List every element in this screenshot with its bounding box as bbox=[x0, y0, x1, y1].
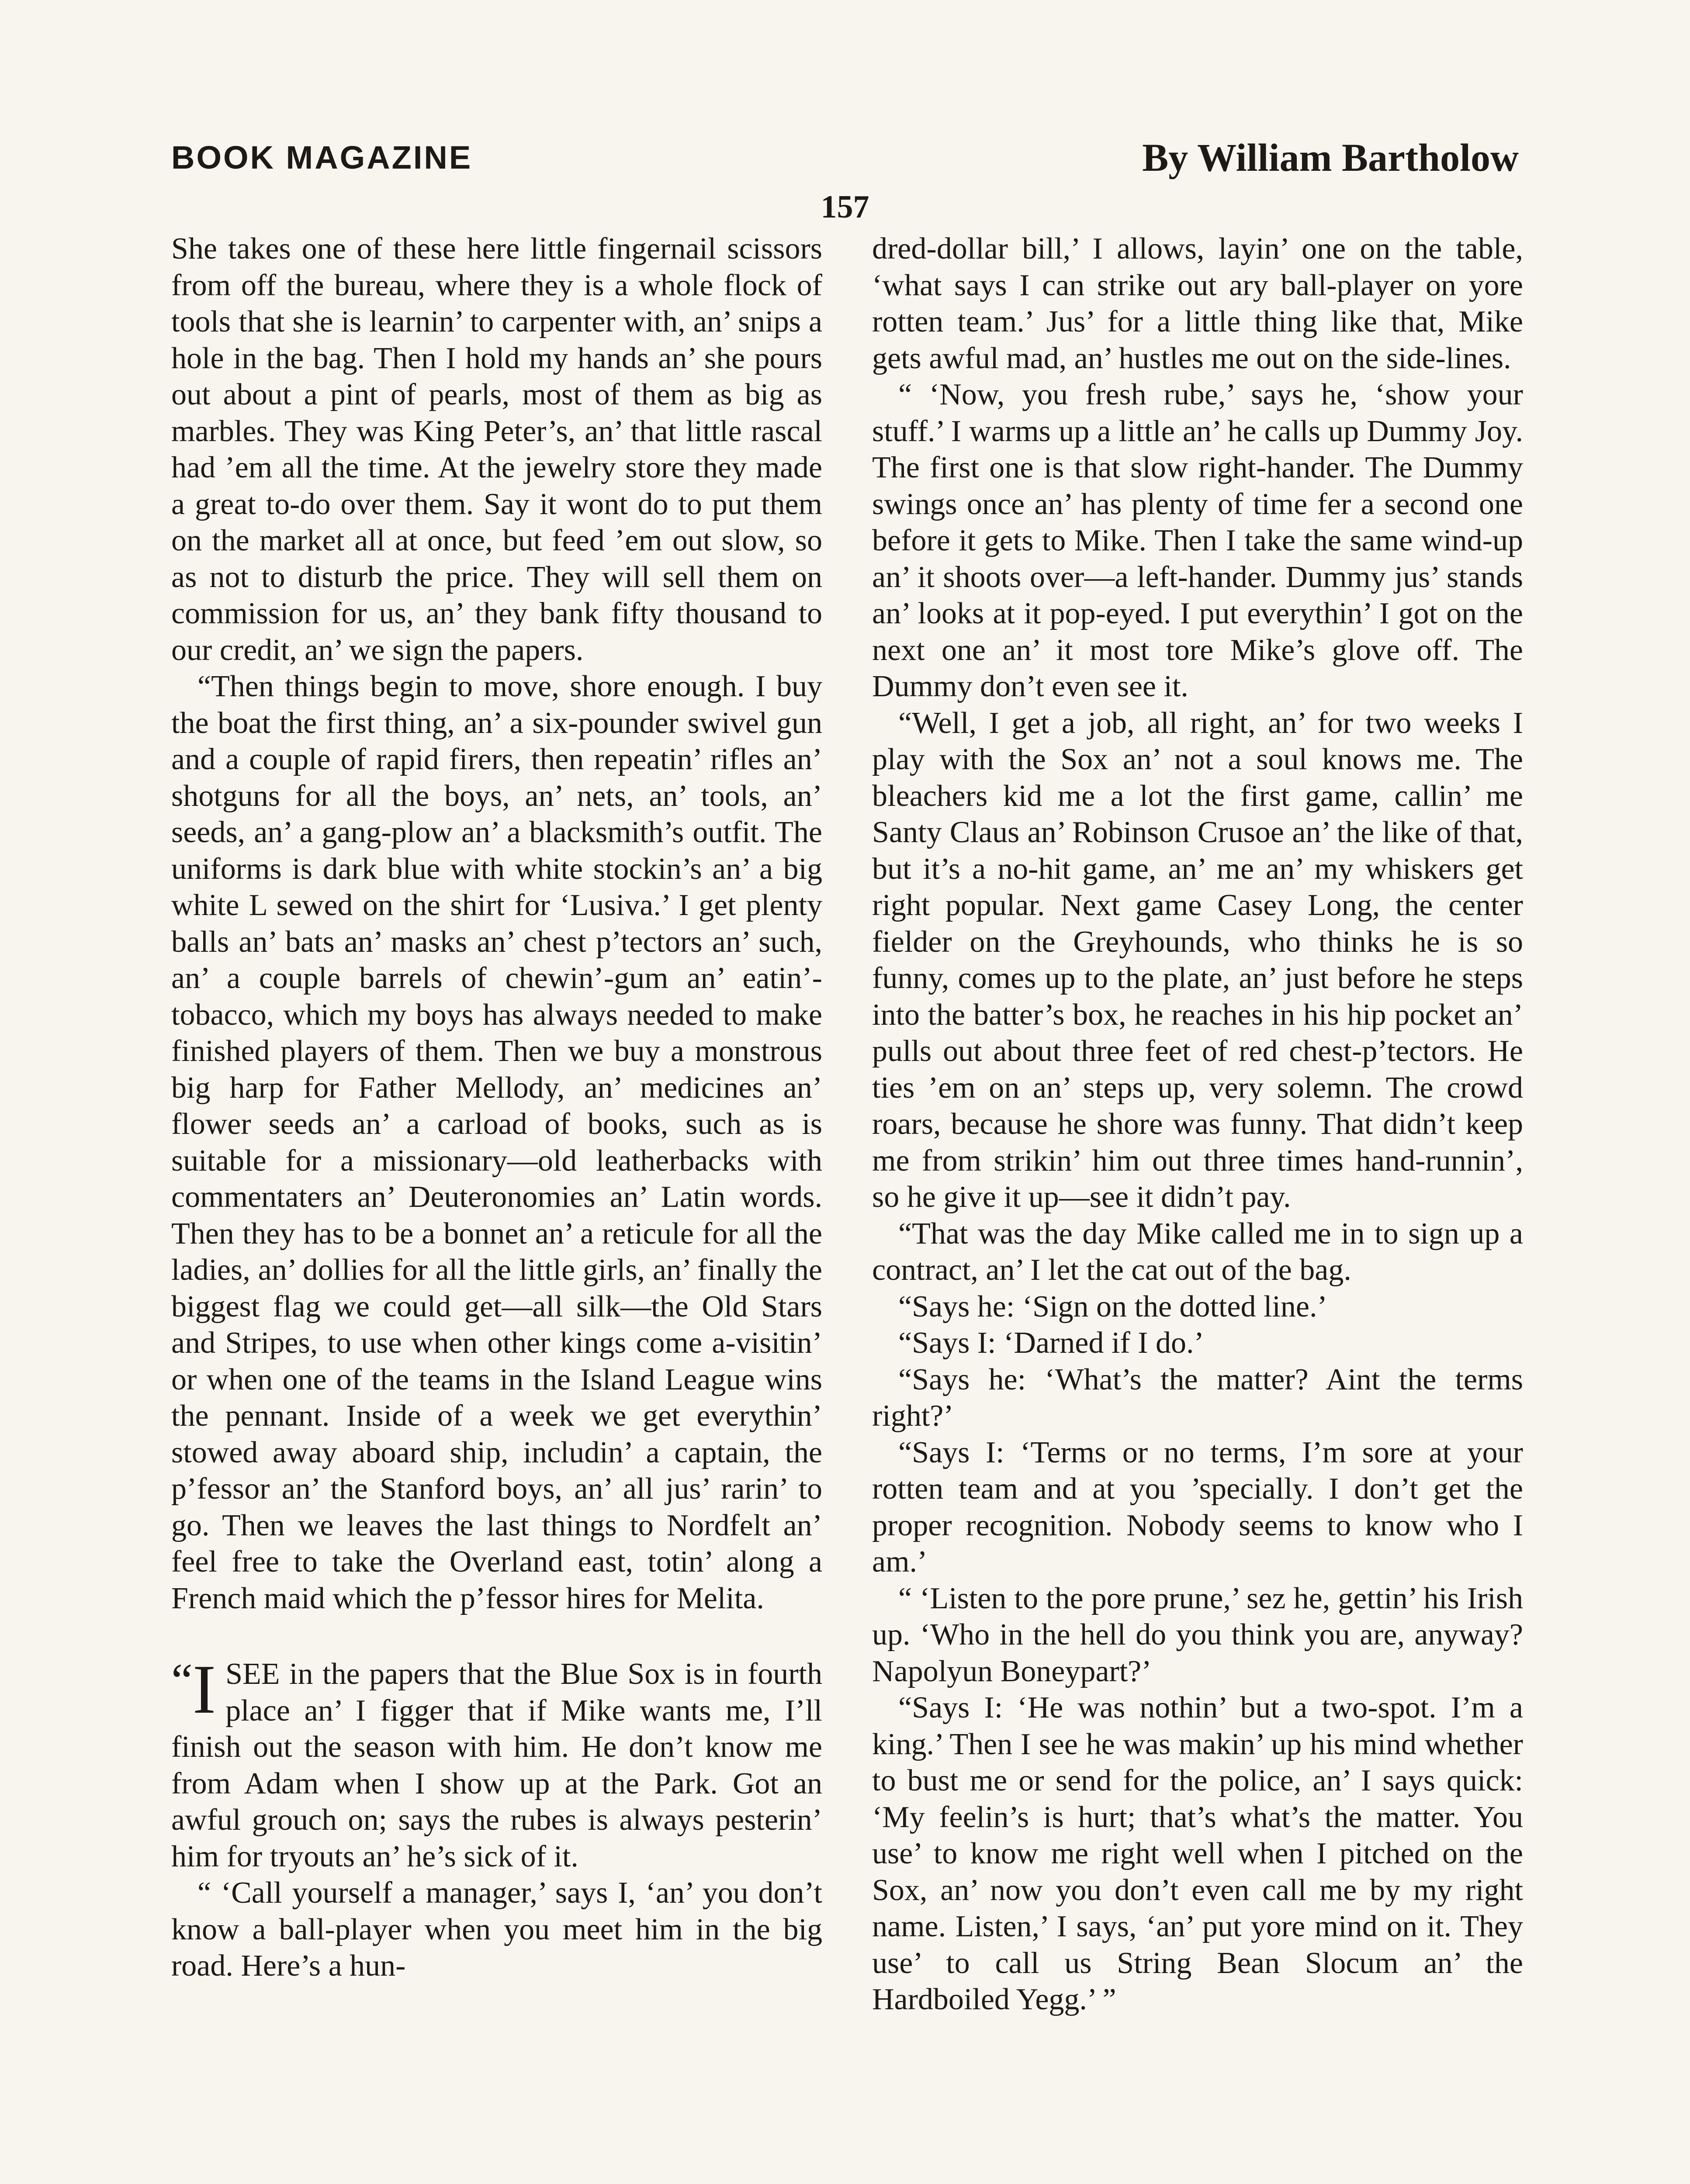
running-header bbox=[171, 136, 1519, 187]
paragraph: “Then things begin to move, shore enough. I buy the boat the first thing, an’ a six-pounder swivel gun and a couple of rapid firers, then repeatin’ rifles an’ shotguns for all the boys, an’ nets, an’ tools, an’ seeds, an’ a gang-plow an’ a blacksmith’s outfit. The uniforms is dark blue with white stockin’s an’ a big white L sewed on the shirt for ‘Lusiva.’ I get plenty balls an’ bats an’ masks an’ chest p’tectors an’ such, an’ a couple barrels of chewin’-gum an’ eatin’-tobacco, which my boys has always needed to make finished players of them. Then we buy a monstrous big harp for Father Mellody, an’ medicines an’ flower seeds an’ a carload of books, such as is suitable for a missionary—old leatherbacks with commentaters an’ Deuteronomies an’ Latin words. Then they has to be a bonnet an’ a reticule for all the ladies, an’ dollies for all the little girls, an’ finally the biggest flag we could get—all silk—the Old Stars and Stripes, to use when other kings come a-visitin’ or when one of the teams in the Island League wins the pennant. Inside of a week we get everythin’ stowed away aboard ship, includin’ a captain, the p’fessor an’ the Stanford boys, an’ all jus’ rarin’ to go. Then we leaves the last things to Nordfelt an’ feel free to take the Overland east, totin’ along a French maid which the p’fessor hires for Melita. bbox=[171, 670, 822, 1615]
paragraph: “ ‘Listen to the pore prune,’ sez he, gettin’ his Irish up. ‘Who in the hell do you think you are, anyway? Napolyun Boneypart?’ bbox=[872, 1581, 1523, 1688]
paragraph: She takes one of these here little fingernail scissors from off the bureau, where they is a whole flock of tools that she is learnin’ to carpenter with, an’ snips a hole in the bag. Then I hold my hands an’ she pours out about a pint of pearls, most of them as big as marbles. They was King Peter’s, an’ that little rascal had ’em all the time. At the jewelry store they made a great to-do over them. Say it wont do to put them on the market all at once, but feed ’em out slow, so as not to disturb the price. They will sell them on commission for us, an’ they bank fifty thousand to our credit, an’ we sign the papers. bbox=[171, 232, 822, 667]
drop-cap-letter: I bbox=[192, 1650, 216, 1728]
right-column bbox=[872, 231, 1523, 2018]
author-byline: By William Bartholow bbox=[1142, 136, 1519, 180]
paragraph: “Says he: ‘Sign on the dotted line.’ bbox=[898, 1289, 1327, 1324]
paragraph: “Says I: ‘Darned if I do.’ bbox=[898, 1326, 1204, 1360]
paragraph: “ ‘Call yourself a manager,’ says I, ‘an’ you don’t know a ball-player when you meet him in the big road. Here’s a hun- bbox=[171, 1876, 822, 1983]
paragraph: “That was the day Mike called me in to sign up a contract, an’ I let the cat out of the bag. bbox=[872, 1216, 1523, 1287]
left-column bbox=[171, 231, 822, 1984]
drop-cap bbox=[171, 1650, 216, 1728]
paragraph: “Says I: ‘He was nothin’ but a two-spot. I’m a king.’ Then I see he was makin’ up his mind whether to bust me or send for the police, an’ I says quick: ‘My feelin’s is hurt; that’s what’s the matter. You use’ to know me right well when I pitched on the Sox, an’ now you don’t even call me by my right name. Listen,’ I says, ‘an’ put yore mind on it. They use’ to call us String Bean Slocum an’ the Hardboiled Yegg.’ ” bbox=[872, 1691, 1523, 2016]
dropcap-paragraph bbox=[171, 1650, 822, 1875]
paragraph: “ ‘Now, you fresh rube,’ says he, ‘show your stuff.’ I warms up a little an’ he calls up Dummy Joy. The first one is that slow right-hander. The Dummy swings once an’ has plenty of time fer a second one before it gets to Mike. Then I take the same wind-up an’ it shoots over—a left-hander. Dummy jus’ stands an’ looks at it pop-eyed. I put everythin’ I got on the next one an’ it most tore Mike’s glove off. The Dummy don’t even see it. bbox=[872, 378, 1523, 703]
paragraph: “Says he: ‘What’s the matter? Aint the terms right?’ bbox=[872, 1362, 1523, 1433]
paragraph: dred-dollar bill,’ I allows, layin’ one on the table, ‘what says I can strike out ary ball-player on yore rotten team.’ Jus’ for a little thing like that, Mike gets awful mad, an’ hustles me out on the side-lines. bbox=[872, 232, 1523, 375]
paragraph: “Well, I get a job, all right, an’ for two weeks I play with the Sox an’ not a soul knows me. The bleachers kid me a lot the first game, callin’ me Santy Claus an’ Robinson Crusoe an’ the like of that, but it’s a no-hit game, an’ me an’ my whiskers get right popular. Next game Casey Long, the center fielder on the Greyhounds, who thinks he is so funny, comes up to the plate, an’ just before he steps into the batter’s box, he reaches in his hip pocket an’ pulls out about three feet of red chest-p’tectors. He ties ’em on an’ steps up, very solemn. The crowd roars, because he shore was funny. That didn’t keep me from strikin’ him out three times hand-runnin’, so he give it up—see it didn’t pay. bbox=[872, 706, 1523, 1214]
drop-cap-quote: “ bbox=[171, 1654, 193, 1707]
paragraph: “Says I: ‘Terms or no terms, I’m sore at your rotten team and at you ’specially. I don’t get the proper recognition. Nobody seems to know who I am.’ bbox=[872, 1435, 1523, 1579]
dropcap-paragraph-text: SEE in the papers that the Blue Sox is in fourth place an’ I figger that if Mike wants me, I’ll finish out the season with him. He don’t know me from Adam when I show up at the Park. Got an awful grouch on; says the rubes is always pesterin’ him for tryouts an’ he’s sick of it. bbox=[171, 1657, 822, 1873]
magazine-title: BOOK MAGAZINE bbox=[171, 139, 473, 176]
section-break bbox=[171, 1617, 822, 1656]
page-number: 157 bbox=[821, 189, 869, 225]
